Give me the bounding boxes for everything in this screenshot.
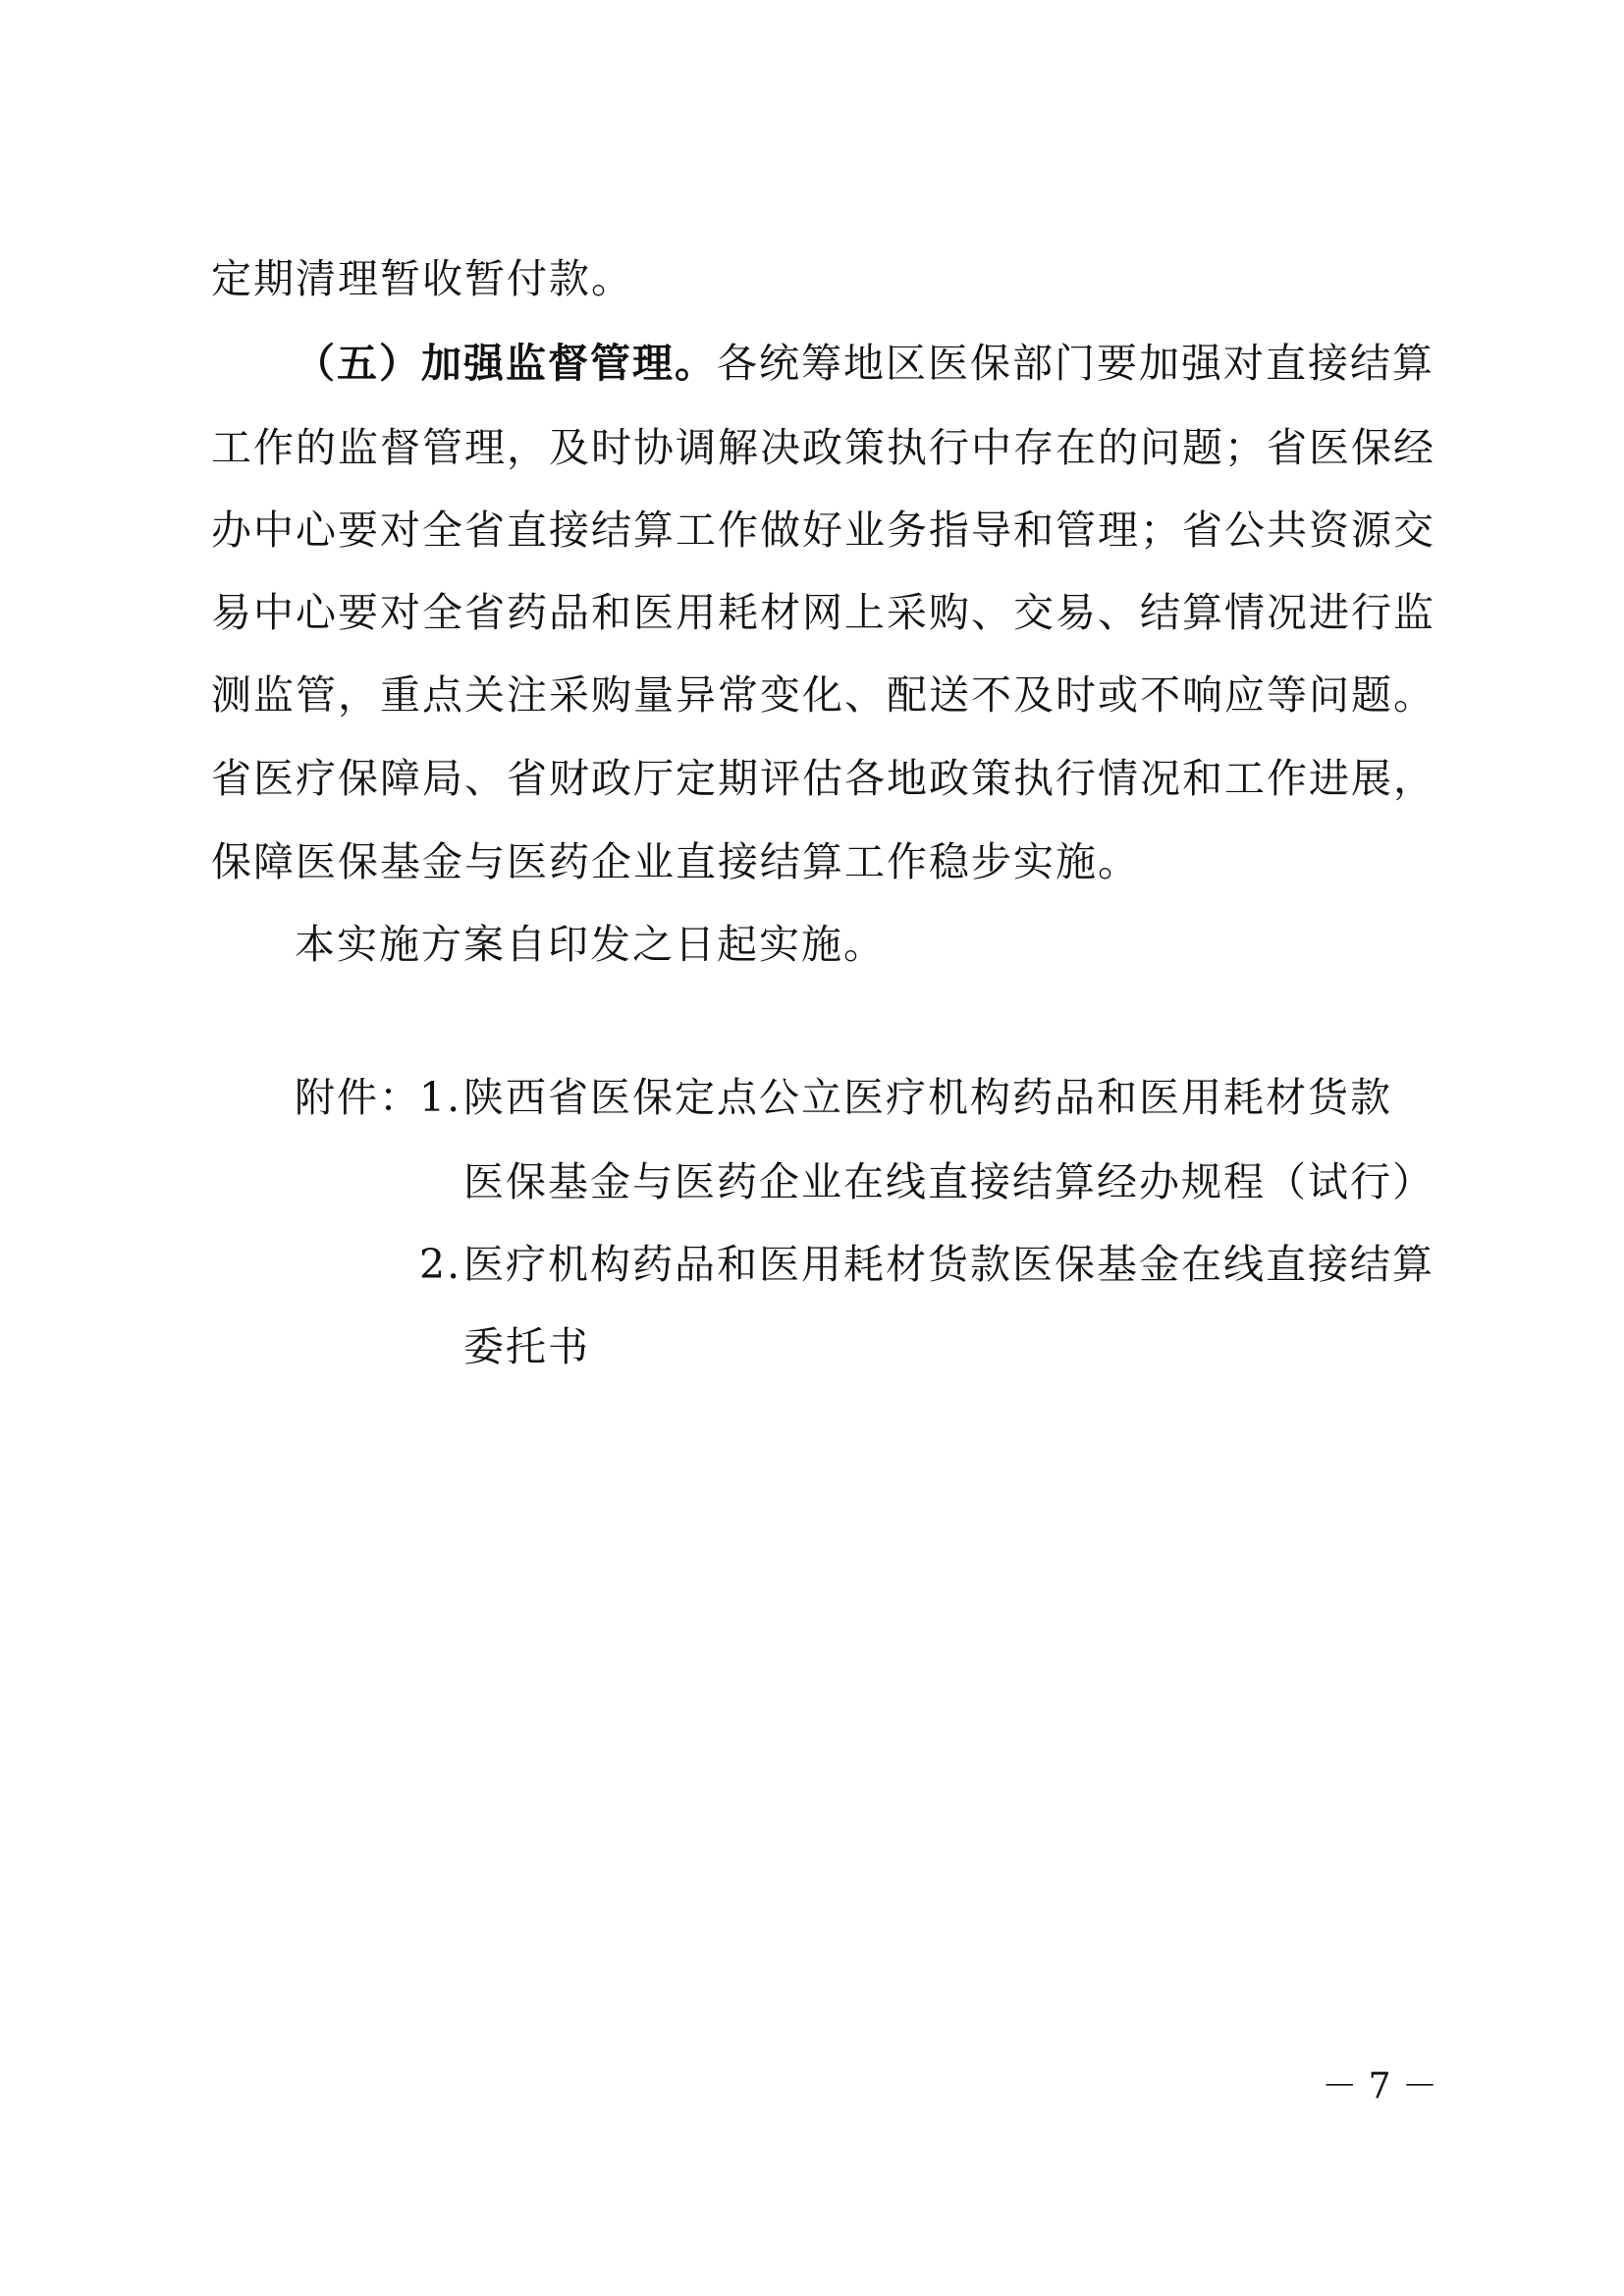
paragraph-line: 保障医保基金与医药企业直接结算工作稳步实施。 [211, 838, 1140, 885]
effective-statement: 本实施方案自印发之日起实施。 [295, 921, 886, 968]
paragraph-line: 工作的监督管理，及时协调解决政策执行中存在的问题；省医保经 [211, 424, 1435, 471]
attachment-title-line: 陕西省医保定点公立医疗机构药品和医用耗材货款 [463, 1074, 1392, 1121]
section-text: 各统筹地区医保部门要加强对直接结算 [717, 340, 1435, 387]
attachment-title-line: 医疗机构药品和医用耗材货款医保基金在线直接结算 [463, 1241, 1435, 1288]
page-number: － 7 － [1322, 2066, 1437, 2107]
attachments-label: 附件： [295, 1074, 421, 1121]
section-heading: （五）加强监督管理。 [295, 340, 717, 387]
attachment-title-line: 医保基金与医药企业在线直接结算经办规程（试行） [463, 1158, 1435, 1205]
paragraph-line: 定期清理暂收暂付款。 [211, 255, 633, 302]
section-5-first-line [295, 338, 1435, 389]
paragraph-line: 省医疗保障局、省财政厅定期评估各地政策执行情况和工作进展， [211, 755, 1435, 802]
paragraph-line: 易中心要对全省药品和医用耗材网上采购、交易、结算情况进行监 [211, 589, 1435, 636]
attachment-number: 1. [419, 1074, 462, 1121]
attachment-number: 2. [419, 1241, 462, 1288]
attachment-title-line: 委托书 [463, 1323, 590, 1370]
paragraph-line: 办中心要对全省直接结算工作做好业务指导和管理；省公共资源交 [211, 507, 1435, 554]
paragraph-line: 测监管，重点关注采购量异常变化、配送不及时或不响应等问题。 [211, 671, 1435, 719]
